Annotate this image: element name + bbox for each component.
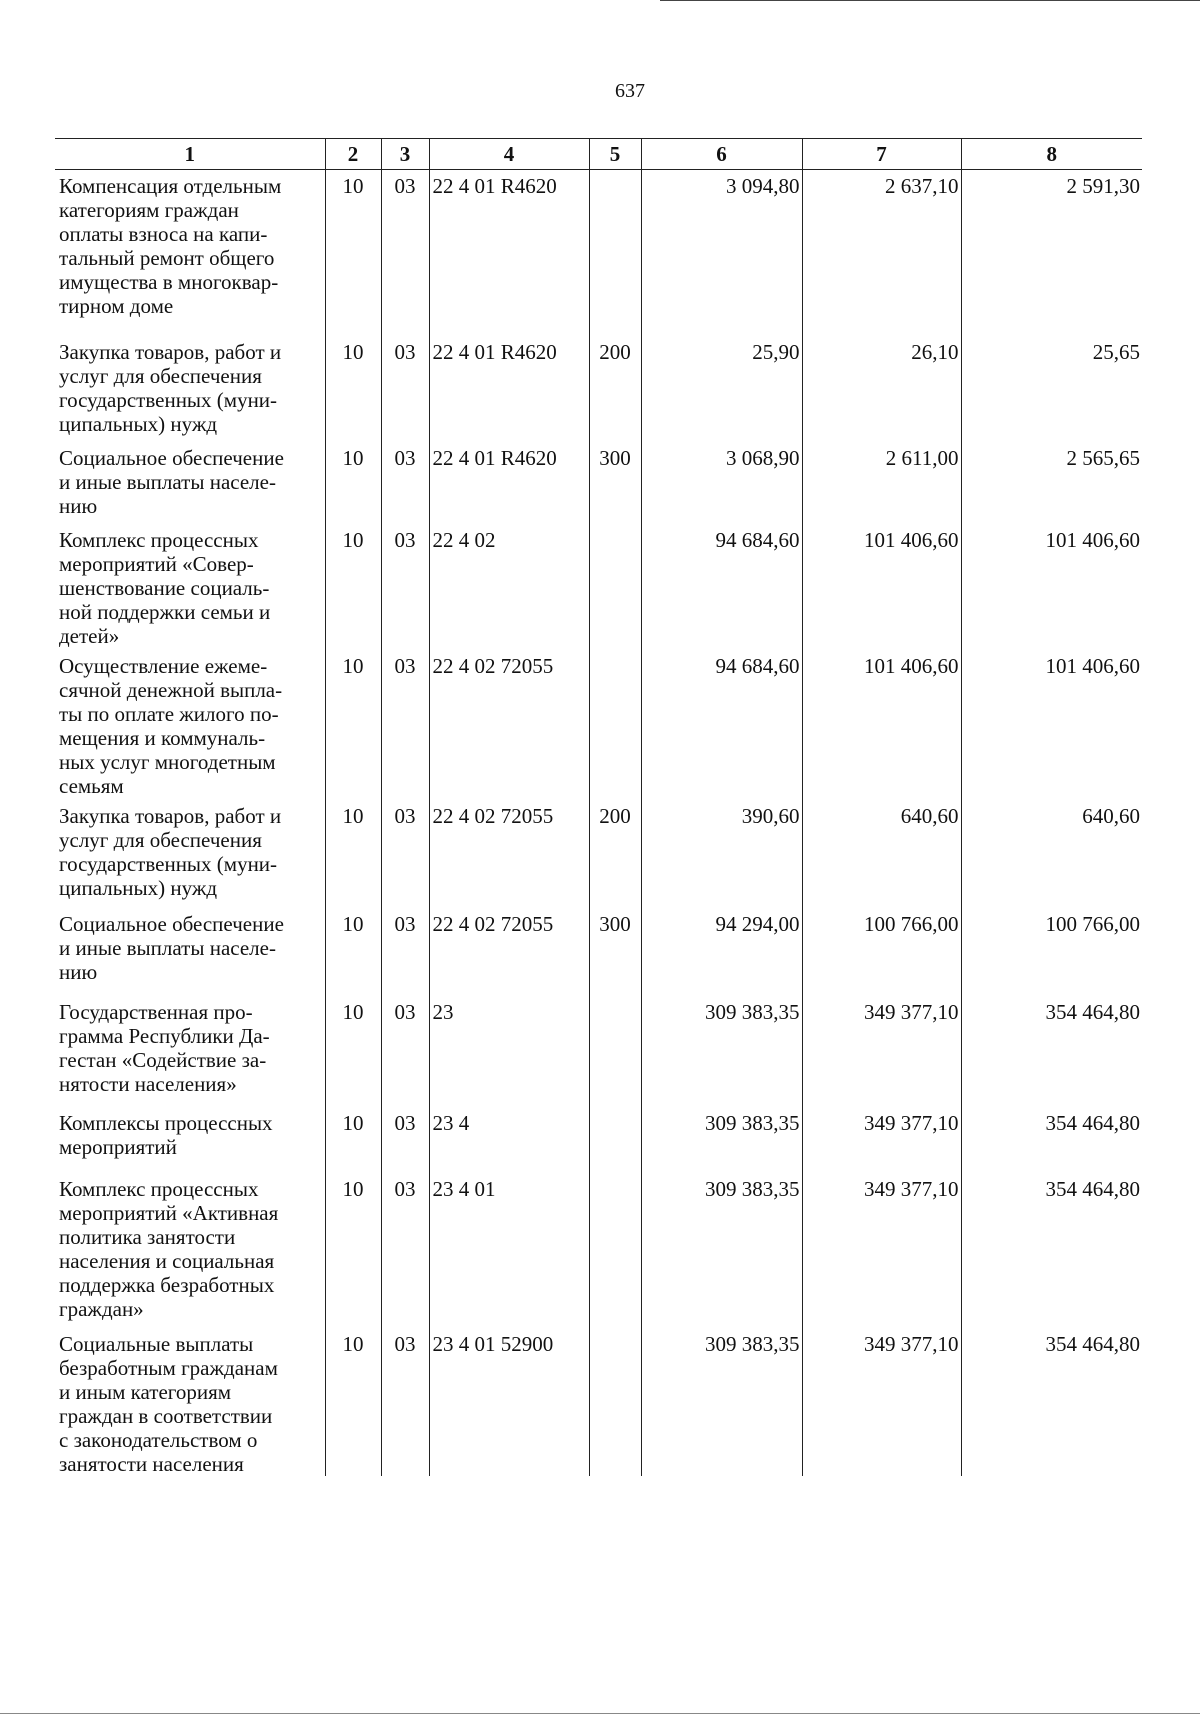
- expense-type-code: 300: [589, 908, 641, 996]
- row-description-line: мероприятий «Совер-: [59, 551, 254, 576]
- target-article-code: 22 4 01 R4620: [429, 442, 589, 524]
- subsection-code: 03: [381, 442, 429, 524]
- amount-col-6: 309 383,35: [641, 996, 802, 1107]
- row-description-line: поддержка безработных: [59, 1272, 275, 1297]
- amount-col-7: 349 377,10: [802, 1107, 961, 1173]
- amount-col-7: 100 766,00: [802, 908, 961, 996]
- amount-col-8: 2 591,30: [961, 170, 1142, 336]
- row-description: [55, 336, 325, 442]
- amount-col-6: 3 068,90: [641, 442, 802, 524]
- row-description: [55, 800, 325, 908]
- amount-col-8: 640,60: [961, 800, 1142, 908]
- bottom-edge-line: [0, 1713, 1200, 1714]
- row-description-line: категориям граждан: [59, 198, 239, 222]
- row-description-line: Комплекс процессных: [59, 1176, 259, 1201]
- section-code: 10: [325, 170, 381, 336]
- row-description-line: ципальных) нужд: [59, 411, 218, 436]
- amount-col-6: 309 383,35: [641, 1328, 802, 1476]
- amount-col-7: 349 377,10: [802, 1173, 961, 1328]
- row-description-line: ных услуг многодетным: [59, 749, 276, 774]
- expense-type-code: [589, 650, 641, 800]
- row-description: [55, 442, 325, 524]
- row-description-line: и иные выплаты населе-: [59, 935, 276, 960]
- row-description-line: Комплекс процессных: [59, 527, 259, 552]
- row-description: [55, 170, 325, 336]
- target-article-code: 23: [429, 996, 589, 1107]
- section-code: 10: [325, 524, 381, 650]
- amount-col-8: 101 406,60: [961, 524, 1142, 650]
- subsection-code: 03: [381, 336, 429, 442]
- section-code: 10: [325, 1173, 381, 1328]
- table-row: [55, 1173, 1142, 1328]
- row-description-line: грамма Республики Да-: [59, 1023, 270, 1048]
- row-description-line: семьям: [59, 773, 124, 798]
- amount-col-7: 349 377,10: [802, 996, 961, 1107]
- amount-col-6: 94 684,60: [641, 650, 802, 800]
- row-description-line: Комплексы процессных: [59, 1110, 273, 1135]
- table-row: [55, 650, 1142, 800]
- row-description: [55, 650, 325, 800]
- row-description-line: тальный ремонт общего: [59, 246, 275, 270]
- target-article-code: 23 4 01 52900: [429, 1328, 589, 1476]
- target-article-code: 22 4 02 72055: [429, 650, 589, 800]
- section-code: 10: [325, 1107, 381, 1173]
- section-code: 10: [325, 1328, 381, 1476]
- amount-col-6: 309 383,35: [641, 1173, 802, 1328]
- page-number: 637: [615, 80, 645, 102]
- expense-type-code: [589, 996, 641, 1107]
- row-description-line: Закупка товаров, работ и: [59, 803, 282, 828]
- section-code: 10: [325, 908, 381, 996]
- target-article-code: 22 4 01 R4620: [429, 336, 589, 442]
- row-description-line: нию: [59, 493, 98, 518]
- table-body: [55, 170, 1142, 1476]
- header-col-2: 2: [325, 139, 381, 170]
- row-description-line: государственных (муни-: [59, 851, 278, 876]
- row-description: [55, 1328, 325, 1476]
- row-description: [55, 908, 325, 996]
- expense-type-code: [589, 1328, 641, 1476]
- row-description-line: шенствование социаль-: [59, 575, 270, 600]
- subsection-code: 03: [381, 996, 429, 1107]
- header-col-3: 3: [381, 139, 429, 170]
- amount-col-6: 309 383,35: [641, 1107, 802, 1173]
- row-description-line: мероприятий «Активная: [59, 1200, 279, 1225]
- row-description-line: ципальных) нужд: [59, 875, 218, 900]
- row-description: [55, 996, 325, 1107]
- row-description-line: услуг для обеспечения: [59, 363, 262, 388]
- amount-col-8: 354 464,80: [961, 1328, 1142, 1476]
- table-row: [55, 336, 1142, 442]
- row-description-line: мероприятий: [59, 1134, 177, 1159]
- row-description-line: сячной денежной выпла-: [59, 677, 283, 702]
- amount-col-6: 3 094,80: [641, 170, 802, 336]
- row-description-line: нятости населения»: [59, 1071, 237, 1096]
- target-article-code: 22 4 01 R4620: [429, 170, 589, 336]
- target-article-code: 23 4 01: [429, 1173, 589, 1328]
- section-code: 10: [325, 442, 381, 524]
- amount-col-7: 101 406,60: [802, 524, 961, 650]
- header-col-7: 7: [802, 139, 961, 170]
- subsection-code: 03: [381, 1107, 429, 1173]
- row-description-line: имущества в многоквар-: [59, 270, 279, 294]
- table-row: [55, 800, 1142, 908]
- amount-col-6: 390,60: [641, 800, 802, 908]
- row-description-line: Социальное обеспечение: [59, 911, 284, 936]
- row-description-line: нию: [59, 959, 98, 984]
- row-description-line: государственных (муни-: [59, 387, 278, 412]
- row-description-line: занятости населения: [59, 1451, 244, 1476]
- target-article-code: 22 4 02 72055: [429, 800, 589, 908]
- amount-col-7: 640,60: [802, 800, 961, 908]
- amount-col-7: 101 406,60: [802, 650, 961, 800]
- table-row: [55, 1107, 1142, 1173]
- subsection-code: 03: [381, 170, 429, 336]
- amount-col-8: 354 464,80: [961, 996, 1142, 1107]
- row-description: [55, 1173, 325, 1328]
- amount-col-8: 25,65: [961, 336, 1142, 442]
- row-description-line: и иным категориям: [59, 1379, 232, 1404]
- row-description-line: граждан»: [59, 1296, 144, 1321]
- expense-type-code: 300: [589, 442, 641, 524]
- target-article-code: 22 4 02 72055: [429, 908, 589, 996]
- row-description-line: безработным гражданам: [59, 1355, 278, 1380]
- expense-type-code: [589, 1173, 641, 1328]
- header-row: [55, 139, 1142, 170]
- row-description: [55, 524, 325, 650]
- amount-col-6: 94 684,60: [641, 524, 802, 650]
- row-description-line: детей»: [59, 623, 120, 648]
- amount-col-8: 354 464,80: [961, 1173, 1142, 1328]
- row-description-line: политика занятости: [59, 1224, 236, 1249]
- expense-type-code: [589, 1107, 641, 1173]
- row-description-line: населения и социальная: [59, 1248, 275, 1273]
- amount-col-6: 25,90: [641, 336, 802, 442]
- table-row: [55, 442, 1142, 524]
- table-row: [55, 170, 1142, 336]
- header-col-8: 8: [961, 139, 1142, 170]
- subsection-code: 03: [381, 1173, 429, 1328]
- section-code: 10: [325, 800, 381, 908]
- amount-col-7: 2 637,10: [802, 170, 961, 336]
- header-col-4: 4: [429, 139, 589, 170]
- subsection-code: 03: [381, 524, 429, 650]
- expense-type-code: 200: [589, 336, 641, 442]
- row-description-line: Закупка товаров, работ и: [59, 339, 282, 364]
- target-article-code: 22 4 02: [429, 524, 589, 650]
- section-code: 10: [325, 996, 381, 1107]
- row-description-line: Компенсация отдельным: [59, 174, 282, 198]
- amount-col-8: 101 406,60: [961, 650, 1142, 800]
- expense-type-code: 200: [589, 800, 641, 908]
- subsection-code: 03: [381, 1328, 429, 1476]
- section-code: 10: [325, 650, 381, 800]
- row-description-line: услуг для обеспечения: [59, 827, 262, 852]
- row-description-line: с законодательством о: [59, 1427, 258, 1452]
- table-row: [55, 524, 1142, 650]
- row-description-line: Социальное обеспечение: [59, 445, 284, 470]
- row-description-line: ной поддержки семьи и: [59, 599, 271, 624]
- expense-type-code: [589, 524, 641, 650]
- amount-col-7: 2 611,00: [802, 442, 961, 524]
- table-row: [55, 996, 1142, 1107]
- amount-col-7: 349 377,10: [802, 1328, 961, 1476]
- amount-col-8: 100 766,00: [961, 908, 1142, 996]
- amount-col-8: 354 464,80: [961, 1107, 1142, 1173]
- row-description-line: и иные выплаты населе-: [59, 469, 276, 494]
- amount-col-6: 94 294,00: [641, 908, 802, 996]
- row-description-line: граждан в соответствии: [59, 1403, 273, 1428]
- row-description-line: Осуществление ежеме-: [59, 653, 268, 678]
- subsection-code: 03: [381, 650, 429, 800]
- row-description-line: мещения и коммуналь-: [59, 725, 266, 750]
- amount-col-7: 26,10: [802, 336, 961, 442]
- row-description-line: ты по оплате жилого по-: [59, 701, 279, 726]
- row-description-line: оплаты взноса на капи-: [59, 222, 268, 246]
- row-description-line: Социальные выплаты: [59, 1331, 254, 1356]
- row-description-line: тирном доме: [59, 294, 174, 318]
- top-edge-line: [660, 0, 1200, 1]
- subsection-code: 03: [381, 800, 429, 908]
- row-description-line: гестан «Содействие за-: [59, 1047, 267, 1072]
- row-description: [55, 1107, 325, 1173]
- section-code: 10: [325, 336, 381, 442]
- table-row: [55, 908, 1142, 996]
- subsection-code: 03: [381, 908, 429, 996]
- row-description-line: Государственная про-: [59, 999, 253, 1024]
- header-col-5: 5: [589, 139, 641, 170]
- target-article-code: 23 4: [429, 1107, 589, 1173]
- header-col-6: 6: [641, 139, 802, 170]
- expense-type-code: [589, 170, 641, 336]
- amount-col-8: 2 565,65: [961, 442, 1142, 524]
- header-col-1: 1: [55, 139, 325, 170]
- budget-table: [55, 138, 1142, 1476]
- table-row: [55, 1328, 1142, 1476]
